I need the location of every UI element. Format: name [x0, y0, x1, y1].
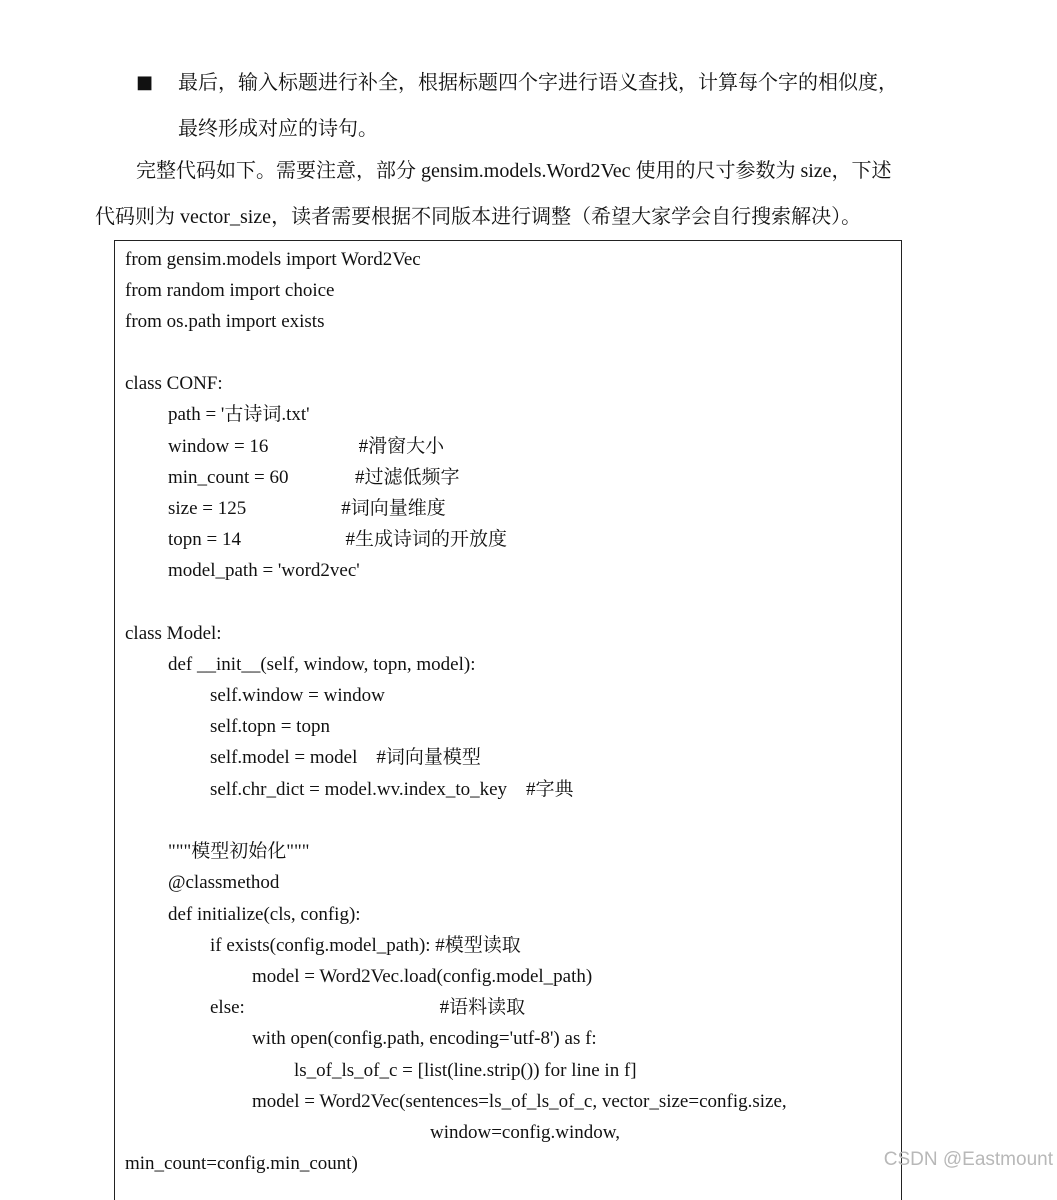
code-line: def __init__(self, window, topn, model): [168, 654, 476, 675]
bullet-text-line-1: 最后，输入标题进行补全，根据标题四个字进行语义查找，计算每个字的相似度， [178, 72, 898, 94]
code-block [114, 240, 902, 1200]
watermark: CSDN @Eastmount [883, 1149, 1053, 1170]
paragraph-line-1: 完整代码如下。需要注意，部分 gensim.models.Word2Vec 使用的尺寸参数为 size，下述 [136, 160, 892, 182]
code-line: from gensim.models import Word2Vec [125, 249, 421, 270]
code-line: class CONF: [125, 373, 223, 394]
code-line: from random import choice [125, 280, 335, 301]
code-line: self.chr_dict = model.wv.index_to_key #字典 [210, 779, 574, 800]
code-line: model_path = 'word2vec' [168, 560, 360, 581]
paragraph-line-2: 代码则为 vector_size，读者需要根据不同版本进行调整（希望大家学会自行搜索解决）。 [95, 206, 862, 228]
code-line: window = 16 #滑窗大小 [168, 436, 445, 457]
code-line: min_count = 60 #过滤低频字 [168, 467, 460, 488]
code-line: with open(config.path, encoding='utf-8') as f: [252, 1028, 597, 1049]
code-line: else: #语料读取 [210, 997, 526, 1018]
code-line: @classmethod [168, 872, 280, 893]
code-line: topn = 14 #生成诗词的开放度 [168, 529, 507, 550]
code-line: self.topn = topn [210, 716, 330, 737]
code-line: """模型初始化""" [168, 841, 310, 862]
code-line: window=config.window, [430, 1122, 620, 1143]
code-line: min_count=config.min_count) [125, 1153, 358, 1174]
code-line: class Model: [125, 623, 222, 644]
code-line: self.window = window [210, 685, 385, 706]
code-line: model = Word2Vec(sentences=ls_of_ls_of_c, vector_size=config.size, [252, 1091, 787, 1112]
code-line: path = '古诗词.txt' [168, 404, 310, 425]
code-line: self.model = model #词向量模型 [210, 747, 481, 768]
code-line: size = 125 #词向量维度 [168, 498, 446, 519]
code-line: from os.path import exists [125, 311, 325, 332]
code-line: model = Word2Vec.load(config.model_path) [252, 966, 593, 987]
bullet-square-icon: ■ [136, 72, 154, 93]
code-line: def initialize(cls, config): [168, 904, 361, 925]
code-line: if exists(config.model_path): #模型读取 [210, 935, 521, 956]
bullet-text-line-2: 最终形成对应的诗句。 [178, 118, 378, 140]
code-line: ls_of_ls_of_c = [list(line.strip()) for line in f] [294, 1060, 637, 1081]
